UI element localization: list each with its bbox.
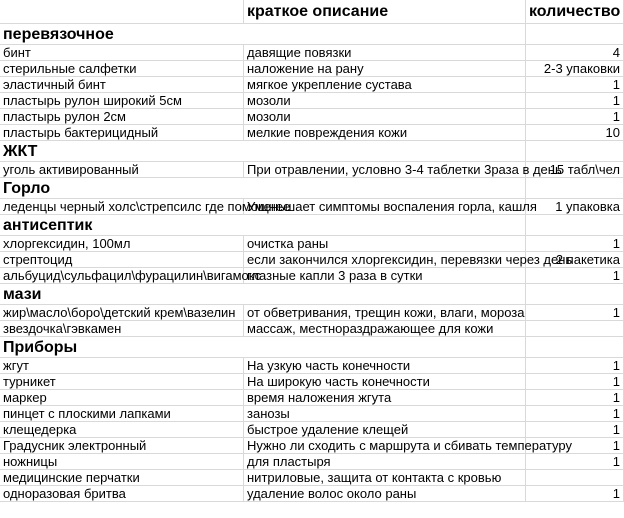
cell-name[interactable]: жгут bbox=[0, 358, 244, 374]
cell-description[interactable]: мелкие повреждения кожи bbox=[244, 125, 526, 141]
cell-quantity[interactable]: 1 bbox=[526, 109, 624, 125]
cell-description[interactable]: от обветривания, трещин кожи, влаги, мороза bbox=[244, 305, 526, 321]
cell-name[interactable]: хлоргексидин, 100мл bbox=[0, 236, 244, 252]
cell-name[interactable]: уголь активированный bbox=[0, 162, 244, 178]
section-empty-cell[interactable] bbox=[244, 141, 526, 162]
section-title[interactable]: мази bbox=[0, 284, 244, 305]
section-empty-cell[interactable] bbox=[526, 337, 624, 358]
cell-quantity[interactable]: 1 bbox=[526, 93, 624, 109]
section-title[interactable]: Горло bbox=[0, 178, 244, 199]
cell-quantity[interactable]: 1 bbox=[526, 236, 624, 252]
section-empty-cell[interactable] bbox=[526, 215, 624, 236]
cell-quantity[interactable]: 4 bbox=[526, 45, 624, 61]
cell-quantity[interactable]: 10 bbox=[526, 125, 624, 141]
cell-name[interactable]: пластырь рулон широкий 5см bbox=[0, 93, 244, 109]
cell-name[interactable]: звездочка\гэвкамен bbox=[0, 321, 244, 337]
cell-quantity[interactable]: 2 пакетика bbox=[526, 252, 624, 268]
cell-name[interactable]: ножницы bbox=[0, 454, 244, 470]
header-cell-quantity[interactable]: количество bbox=[526, 0, 624, 24]
cell-name[interactable]: пинцет с плоскими лапками bbox=[0, 406, 244, 422]
cell-description[interactable]: удаление волос около раны bbox=[244, 486, 526, 502]
cell-description[interactable]: глазные капли 3 раза в сутки bbox=[244, 268, 526, 284]
cell-quantity[interactable]: 1 упаковка bbox=[526, 199, 624, 215]
cell-quantity[interactable] bbox=[526, 470, 624, 486]
cell-name[interactable]: турникет bbox=[0, 374, 244, 390]
cell-name[interactable]: маркер bbox=[0, 390, 244, 406]
cell-description[interactable]: если закончился хлоргексидин, перевязки через день bbox=[244, 252, 526, 268]
cell-description[interactable]: мозоли bbox=[244, 93, 526, 109]
cell-quantity[interactable]: 1 bbox=[526, 438, 624, 454]
section-empty-cell[interactable] bbox=[244, 215, 526, 236]
cell-description[interactable]: время наложения жгута bbox=[244, 390, 526, 406]
cell-description[interactable]: наложение на рану bbox=[244, 61, 526, 77]
cell-description[interactable]: При отравлении, условно 3-4 таблетки 3раза в день bbox=[244, 162, 526, 178]
cell-description[interactable]: занозы bbox=[244, 406, 526, 422]
section-empty-cell[interactable] bbox=[244, 178, 526, 199]
cell-quantity[interactable]: 1 bbox=[526, 77, 624, 93]
cell-name[interactable]: Градусник электронный bbox=[0, 438, 244, 454]
section-title[interactable]: ЖКТ bbox=[0, 141, 244, 162]
section-empty-cell[interactable] bbox=[526, 24, 624, 45]
cell-name[interactable]: эластичный бинт bbox=[0, 77, 244, 93]
cell-description[interactable]: быстрое удаление клещей bbox=[244, 422, 526, 438]
header-cell-description[interactable]: краткое описание bbox=[244, 0, 526, 24]
cell-name[interactable]: стерильные салфетки bbox=[0, 61, 244, 77]
cell-quantity[interactable]: 1 bbox=[526, 374, 624, 390]
cell-quantity[interactable]: 1 bbox=[526, 390, 624, 406]
cell-description[interactable]: мягкое укрепление сустава bbox=[244, 77, 526, 93]
cell-name[interactable]: жир\масло\боро\детский крем\вазелин bbox=[0, 305, 244, 321]
cell-quantity[interactable]: 1 bbox=[526, 406, 624, 422]
section-empty-cell[interactable] bbox=[244, 284, 526, 305]
cell-quantity[interactable] bbox=[526, 321, 624, 337]
cell-name[interactable]: пластырь рулон 2см bbox=[0, 109, 244, 125]
section-title[interactable]: перевязочное bbox=[0, 24, 244, 45]
section-empty-cell[interactable] bbox=[244, 337, 526, 358]
section-title[interactable]: антисептик bbox=[0, 215, 244, 236]
cell-name[interactable]: клещедерка bbox=[0, 422, 244, 438]
section-empty-cell[interactable] bbox=[526, 284, 624, 305]
cell-quantity[interactable]: 1 bbox=[526, 305, 624, 321]
cell-quantity[interactable]: 1 bbox=[526, 358, 624, 374]
cell-quantity[interactable]: 1 bbox=[526, 454, 624, 470]
cell-quantity[interactable]: 1 bbox=[526, 268, 624, 284]
cell-description[interactable]: мозоли bbox=[244, 109, 526, 125]
cell-name[interactable]: одноразовая бритва bbox=[0, 486, 244, 502]
cell-quantity[interactable]: 1 bbox=[526, 422, 624, 438]
cell-description[interactable]: На узкую часть конечности bbox=[244, 358, 526, 374]
section-title[interactable]: Приборы bbox=[0, 337, 244, 358]
cell-description[interactable]: давящие повязки bbox=[244, 45, 526, 61]
cell-name[interactable]: медицинские перчатки bbox=[0, 470, 244, 486]
cell-description[interactable]: Уменьшает симптомы воспаления горла, кашля bbox=[244, 199, 526, 215]
cell-quantity[interactable]: 1 bbox=[526, 486, 624, 502]
cell-description[interactable]: массаж, местнораздражающее для кожи bbox=[244, 321, 526, 337]
cell-name[interactable]: бинт bbox=[0, 45, 244, 61]
cell-description[interactable]: для пластыря bbox=[244, 454, 526, 470]
cell-name[interactable]: стрептоцид bbox=[0, 252, 244, 268]
section-empty-cell[interactable] bbox=[526, 178, 624, 199]
section-empty-cell[interactable] bbox=[526, 141, 624, 162]
cell-description[interactable]: очистка раны bbox=[244, 236, 526, 252]
cell-name[interactable]: леденцы черный холс\стрепсилс где помощнее bbox=[0, 199, 244, 215]
cell-name[interactable]: пластырь бактерицидный bbox=[0, 125, 244, 141]
header-cell-a[interactable] bbox=[0, 0, 244, 24]
cell-description[interactable]: Нужно ли сходить с маршрута и сбивать температуру bbox=[244, 438, 526, 454]
cell-name[interactable]: альбуцид\сульфацил\фурацилин\вигамокс bbox=[0, 268, 244, 284]
cell-description[interactable]: нитриловые, защита от контакта с кровью bbox=[244, 470, 526, 486]
cell-quantity[interactable]: 2-3 упаковки bbox=[526, 61, 624, 77]
section-empty-cell[interactable] bbox=[244, 24, 526, 45]
cell-quantity[interactable]: 15 табл\чел bbox=[526, 162, 624, 178]
cell-description[interactable]: На широкую часть конечности bbox=[244, 374, 526, 390]
